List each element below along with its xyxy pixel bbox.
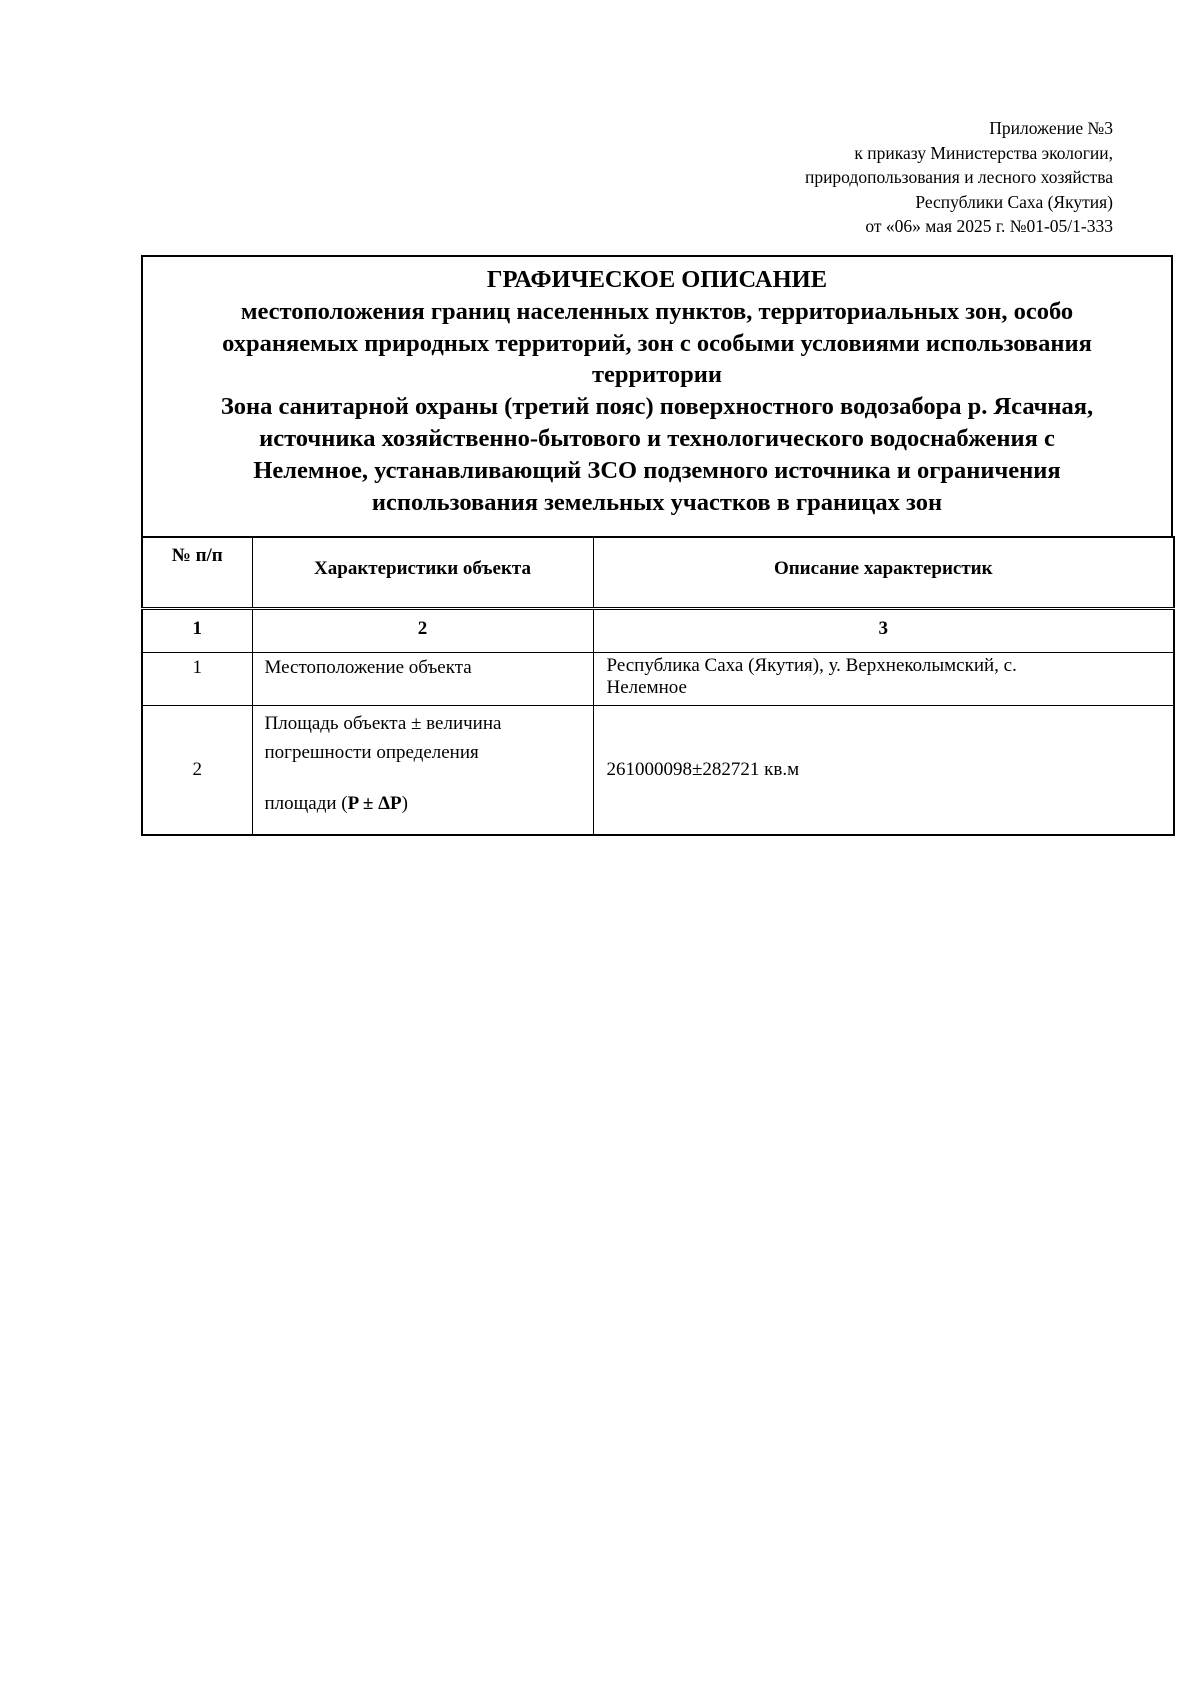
column-number-row: [142, 609, 1174, 653]
appendix-order-ref: к приказу Министерства экологии,: [854, 142, 1113, 163]
table-row: [142, 706, 1174, 836]
formula: P ± ΔP: [347, 793, 402, 814]
column-number: 1: [142, 609, 252, 653]
column-number: 2: [252, 609, 593, 653]
header-description: Описание характеристик: [593, 537, 1174, 609]
document-title: ГРАФИЧЕСКОЕ ОПИСАНИЕ: [486, 266, 828, 293]
row-characteristic: Местоположение объекта: [252, 653, 593, 706]
header-number: № п/п: [142, 537, 252, 609]
characteristic-line: Площадь объекта ± величина: [264, 713, 502, 734]
characteristic-line: погрешности определения: [264, 742, 479, 763]
appendix-date: от «06» мая 2025 г. №01-05/1-333: [865, 216, 1113, 236]
header-characteristic: Характеристики объекта: [252, 537, 593, 609]
title-line: использования земельных участков в границах зон: [371, 488, 943, 516]
row-characteristic: [252, 706, 593, 836]
title-line: Зона санитарной охраны (третий пояс) поверхностного водозабора р. Ясачная,: [220, 393, 1094, 421]
description-line: Нелемное: [606, 677, 687, 698]
title-box: [141, 255, 1173, 538]
appendix-republic: Республики Саха (Якутия): [915, 191, 1113, 212]
appendix-header: [593, 116, 1113, 239]
row-description: [593, 653, 1174, 706]
title-line: местоположения границ населенных пунктов, территориальных зон, особо: [240, 297, 1074, 325]
title-line: источника хозяйственно-бытового и технологического водоснабжения с: [259, 424, 1055, 452]
column-number: 3: [593, 609, 1174, 653]
row-number: 1: [142, 653, 252, 706]
formula-suffix: ): [401, 793, 408, 814]
description-line: Республика Саха (Якутия), у. Верхнеколымский, с.: [606, 655, 1017, 676]
row-number: 2: [142, 706, 252, 836]
title-line: территории: [591, 361, 723, 389]
characteristics-table: [141, 536, 1173, 836]
appendix-ministry: природопользования и лесного хозяйства: [804, 167, 1113, 187]
characteristic-line: [265, 789, 593, 818]
formula-prefix: площади (: [264, 793, 348, 814]
row-description: 261000098±282721 кв.м: [593, 706, 1174, 836]
appendix-number: Приложение №3: [989, 118, 1113, 138]
title-line: охраняемых природных территорий, зон с особыми условиями использования: [222, 329, 1092, 357]
table-row: [142, 653, 1174, 706]
title-line: Нелемное, устанавливающий ЗСО подземного источника и ограничения: [253, 456, 1061, 484]
table-header-row: [142, 537, 1174, 609]
